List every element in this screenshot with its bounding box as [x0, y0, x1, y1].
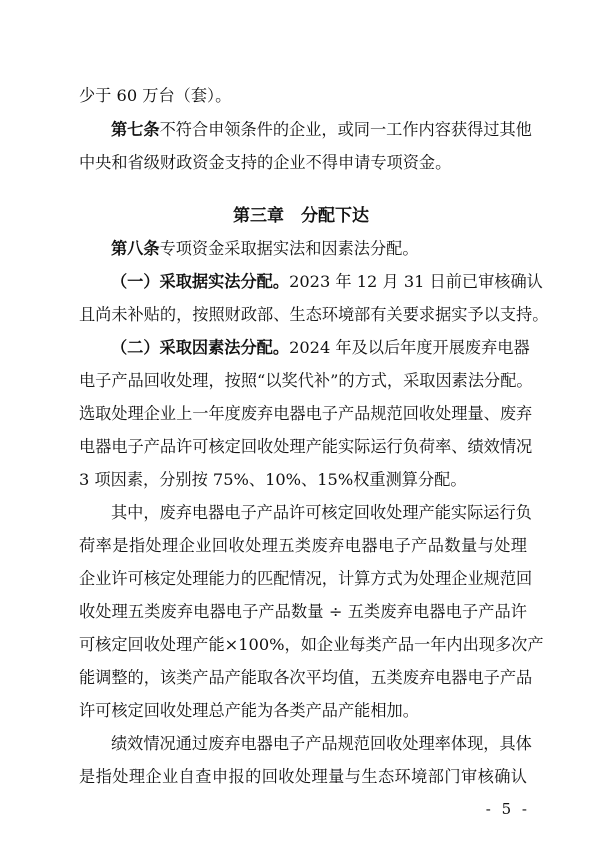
- clause-2-line-3: 选取处理企业上一年度废弃电器电子产品规范回收处理量、废弃: [79, 404, 533, 423]
- clause-2-line-2: 电子产品回收处理，按照“以奖代补”的方式，采取因素法分配。: [79, 371, 533, 390]
- para-load-rate-line-7: 许可核定回收处理总产能为各类产品产能相加。: [79, 701, 419, 720]
- clause-2-text: 2024 年及以后年度开展废弃电器: [289, 338, 530, 357]
- page-number: - 5 -: [485, 800, 530, 818]
- clause-1-line-2: 且尚未补贴的，按照财政部、生态环境部有关要求据实予以支持。: [79, 305, 549, 324]
- clause-1-label: （一）采取据实法分配。: [111, 272, 290, 291]
- clause-2-label: （二）采取因素法分配。: [111, 338, 290, 357]
- para-load-rate-line-1: 其中，废弃电器电子产品许可核定回收处理产能实际运行负: [111, 503, 532, 522]
- article-8-text: 专项资金采取据实法和因素法分配。: [159, 239, 419, 258]
- para-load-rate-line-3: 企业许可核定处理能力的匹配情况，计算方式为处理企业规范回: [79, 569, 533, 588]
- clause-2-line-1: [111, 338, 530, 358]
- article-7-label: 第七条: [111, 120, 160, 139]
- chapter-heading: 第三章 分配下达: [233, 206, 369, 226]
- article-7-line-1: [111, 120, 532, 140]
- para-load-rate-line-5: 可核定回收处理产能×100%，如企业每类产品一年内出现多次产: [79, 635, 544, 654]
- article-7-text: 不符合申领条件的企业，或同一工作内容获得过其他: [159, 120, 532, 139]
- article-8-label: 第八条: [111, 239, 160, 258]
- para-performance-line-1: 绩效情况通过废弃电器电子产品规范回收处理率体现，具体: [111, 734, 532, 753]
- para-load-rate-line-4: 收处理五类废弃电器电子产品数量 ÷ 五类废弃电器电子产品许: [79, 602, 527, 621]
- clause-1-line-1: [111, 272, 543, 292]
- article-7-line-2: 中央和省级财政资金支持的企业不得申请专项资金。: [79, 153, 452, 172]
- article-8-line: [111, 239, 527, 259]
- para-performance-line-2: 是指处理企业自查申报的回收处理量与生态环境部门审核确认: [79, 767, 527, 786]
- paragraph-line: 少于 60 万台（套）。: [79, 86, 232, 105]
- clause-1-text: 2023 年 12 月 31 日前已审核确认: [289, 272, 543, 291]
- para-load-rate-line-6: 能调整的，该类产品产能取各次平均值，五类废弃电器电子产品: [79, 668, 533, 687]
- para-load-rate-line-2: 荷率是指处理企业回收处理五类废弃电器电子产品数量与处理: [79, 536, 527, 555]
- clause-2-line-5: 3 项因素，分别按 75%、10%、15%权重测算分配。: [79, 470, 467, 489]
- clause-2-line-4: 电器电子产品许可核定回收处理产能实际运行负荷率、绩效情况: [79, 437, 533, 456]
